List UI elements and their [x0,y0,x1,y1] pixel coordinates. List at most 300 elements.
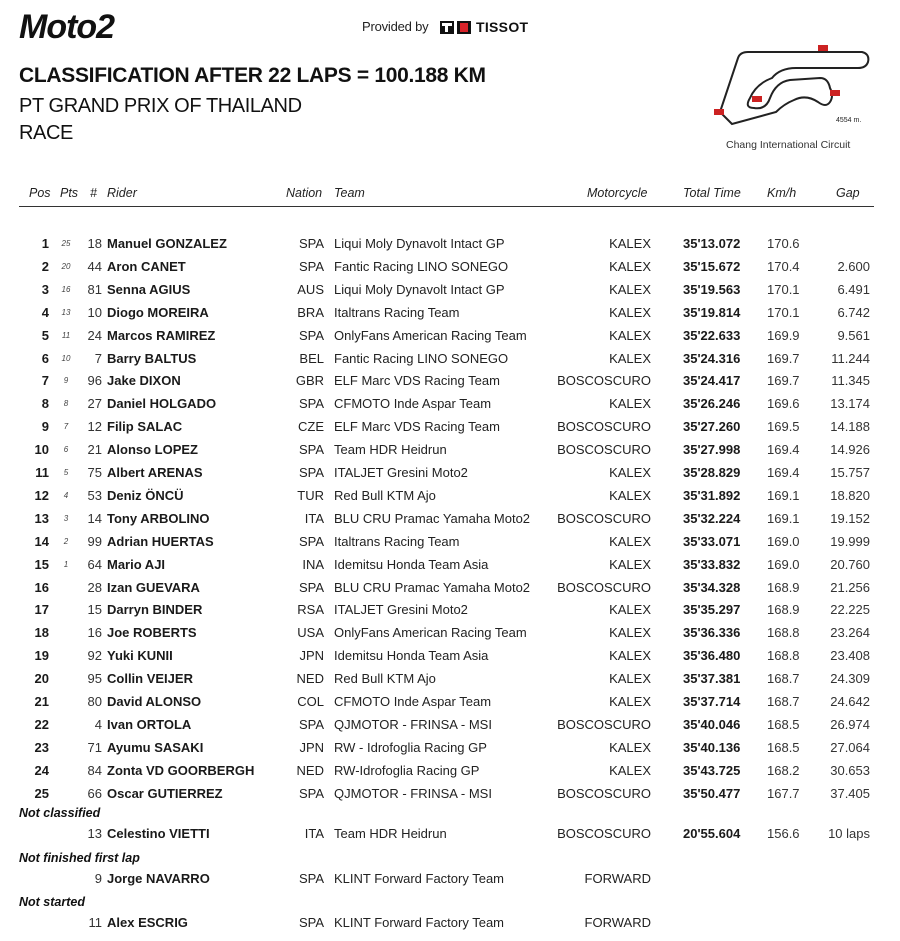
position: 5 [41,328,49,343]
speed-kmh: 168.5 [767,740,800,755]
gap: 37.405 [830,786,870,801]
rider-name: Joe ROBERTS [107,625,197,640]
col-pts: Pts [60,186,79,200]
speed-kmh: 168.8 [767,625,800,640]
rider-number: 15 [87,602,102,617]
col-nation: Nation [286,186,323,200]
rider-number: 7 [94,351,102,366]
rider-number: 21 [87,442,102,457]
position: 23 [34,740,49,755]
gap: 23.264 [830,625,870,640]
motorcycle: KALEX [609,328,651,343]
motorcycle: KALEX [609,488,651,503]
rider-number: 28 [87,580,102,595]
motorcycle: BOSCOSCURO [557,373,651,388]
total-time: 35'36.336 [683,625,741,640]
sponsor-name: TISSOT [476,19,529,35]
position: 4 [41,305,49,320]
total-time: 35'50.477 [683,786,741,801]
team-name: KLINT Forward Factory Team [334,871,505,886]
speed-kmh: 168.5 [767,717,800,732]
table-row [0,351,900,374]
team-name: Red Bull KTM Ajo [334,671,436,686]
speed-kmh: 169.1 [767,488,800,503]
team-name: Fantic Racing LINO SONEGO [334,259,509,274]
position: 13 [34,511,49,526]
col-rider: Rider [107,186,137,200]
gap: 26.974 [830,717,870,732]
nation: JPN [299,740,324,755]
nation: RSA [297,602,324,617]
gap: 6.742 [837,305,870,320]
session-name: RACE [19,122,73,144]
swiss-cross-icon [457,21,471,34]
rider-number: 53 [87,488,102,503]
table-row [0,465,900,488]
circuit-name: Chang International Circuit [726,139,851,151]
total-time: 35'19.814 [683,305,741,320]
nation: SPA [298,442,324,457]
nation: AUS [297,282,324,297]
nation: SPA [298,396,324,411]
total-time: 35'33.832 [683,557,741,572]
team-name: Team HDR Heidrun [334,442,447,457]
table-row [0,511,900,534]
nation: SPA [298,328,324,343]
rider-name: Albert ARENAS [107,465,203,480]
rider-number: 9 [94,871,102,886]
points: 13 [61,308,71,317]
points: 6 [63,445,69,454]
motorcycle: KALEX [609,740,651,755]
gap: 11.345 [831,373,870,388]
rider-number: 80 [87,694,102,709]
speed-kmh: 168.7 [767,671,800,686]
position: 16 [34,580,49,595]
speed-kmh: 169.9 [767,328,800,343]
motorcycle: KALEX [609,396,651,411]
rider-number: 16 [87,625,102,640]
rider-name: Senna AGIUS [107,282,191,297]
position: 19 [34,648,49,663]
team-name: ELF Marc VDS Racing Team [334,419,500,434]
table-row [0,671,900,694]
motorcycle: BOSCOSCURO [557,786,651,801]
gap: 9.561 [837,328,870,343]
gap: 20.760 [830,557,870,572]
total-time: 35'37.381 [683,671,741,686]
rider-name: Oscar GUTIERREZ [107,786,223,801]
col-team: Team [334,186,365,200]
team-name: ELF Marc VDS Racing Team [334,373,500,388]
team-name: RW-Idrofoglia Racing GP [334,763,480,778]
gap: 2.600 [837,259,870,274]
rider-number: 99 [87,534,102,549]
motorcycle: KALEX [609,648,651,663]
event-name: PT GRAND PRIX OF THAILAND [19,95,302,117]
gap: 10 laps [828,826,870,841]
motorcycle: KALEX [609,259,651,274]
motorcycle: KALEX [609,625,651,640]
motorcycle: BOSCOSCURO [557,419,651,434]
table-row [0,826,900,849]
rider-name: Jorge NAVARRO [107,871,210,886]
total-time: 20'55.604 [683,826,741,841]
motorcycle: KALEX [609,465,651,480]
nation: NED [296,671,324,686]
total-time: 35'34.328 [683,580,741,595]
position: 24 [34,763,49,778]
total-time: 35'37.714 [683,694,741,709]
team-name: ITALJET Gresini Moto2 [334,465,468,480]
total-time: 35'40.136 [683,740,741,755]
nation: GBR [295,373,324,388]
points: 10 [61,354,71,363]
points: 5 [63,468,69,477]
position: 2 [41,259,49,274]
position: 1 [41,236,49,251]
position: 15 [34,557,49,572]
points: 3 [63,514,69,523]
position: 12 [34,488,49,503]
speed-kmh: 169.4 [767,442,800,457]
table-row [0,396,900,419]
table-row [0,717,900,740]
rider-number: 13 [87,826,102,841]
rider-name: Collin VEIJER [107,671,193,686]
total-time: 35'15.672 [683,259,741,274]
gap: 27.064 [830,740,870,755]
col-kmh: Km/h [767,186,797,200]
team-name: Idemitsu Honda Team Asia [334,557,489,572]
speed-kmh: 169.0 [767,534,800,549]
rider-number: 12 [87,419,102,434]
motorcycle: KALEX [609,236,651,251]
table-row [0,328,900,351]
nation: COL [297,694,324,709]
gap: 15.757 [830,465,870,480]
team-name: OnlyFans American Racing Team [334,328,527,343]
table-row [0,625,900,648]
speed-kmh: 168.9 [767,580,800,595]
gap: 6.491 [837,282,870,297]
total-time: 35'35.297 [683,602,741,617]
rider-name: Aron CANET [107,259,186,274]
position: 6 [41,351,49,366]
points: 25 [61,239,71,248]
table-row [0,580,900,603]
rider-number: 92 [87,648,102,663]
motorcycle: KALEX [609,282,651,297]
rider-name: Deniz ÖNCÜ [107,488,184,503]
nation: SPA [298,915,324,930]
rider-name: Marcos RAMIREZ [107,328,216,343]
table-row [0,373,900,396]
rider-number: 71 [87,740,102,755]
nation: TUR [297,488,324,503]
rider-name: Darryn BINDER [107,602,203,617]
total-time: 35'22.633 [683,328,741,343]
total-time: 35'27.260 [683,419,741,434]
motorcycle: KALEX [609,534,651,549]
rider-number: 81 [87,282,102,297]
rider-name: Celestino VIETTI [107,826,210,841]
speed-kmh: 168.8 [767,648,800,663]
rider-name: Manuel GONZALEZ [107,236,227,251]
table-row [0,488,900,511]
position: 14 [34,534,49,549]
col-gap: Gap [836,186,860,200]
motorcycle: KALEX [609,763,651,778]
nation: SPA [298,534,324,549]
rider-number: 64 [87,557,102,572]
rider-number: 96 [87,373,102,388]
table-row [0,442,900,465]
circuit-map [710,38,872,131]
rider-number: 14 [87,511,102,526]
gap: 14.188 [830,419,870,434]
points: 11 [61,331,71,340]
total-time: 35'26.246 [683,396,741,411]
table-row [0,282,900,305]
speed-kmh: 168.2 [767,763,800,778]
team-name: Team HDR Heidrun [334,826,447,841]
table-row [0,259,900,282]
nation: SPA [298,259,324,274]
page-title: CLASSIFICATION AFTER 22 LAPS = 100.188 KM [19,64,486,87]
rider-number: 66 [87,786,102,801]
table-row [0,915,900,938]
position: 10 [34,442,49,457]
nation: USA [297,625,324,640]
total-time: 35'19.563 [683,282,741,297]
position: 21 [34,694,49,709]
col-pos: Pos [29,186,51,200]
rider-name: Izan GUEVARA [107,580,200,595]
team-name: Idemitsu Honda Team Asia [334,648,489,663]
motorcycle: BOSCOSCURO [557,717,651,732]
rider-name: Yuki KUNII [107,648,173,663]
total-time: 35'32.224 [683,511,741,526]
team-name: Italtrans Racing Team [334,534,460,549]
col-num: # [90,186,97,200]
total-time: 35'24.316 [683,351,741,366]
rider-name: Filip SALAC [107,419,183,434]
team-name: QJMOTOR - FRINSA - MSI [334,717,492,732]
rider-name: Diogo MOREIRA [107,305,209,320]
provided-by-label: Provided by [362,19,429,34]
motorcycle: FORWARD [584,871,651,886]
speed-kmh: 169.7 [767,351,800,366]
nation: NED [296,763,324,778]
rider-name: Mario AJI [107,557,166,572]
position: 18 [34,625,49,640]
rider-name: David ALONSO [107,694,202,709]
nation: SPA [298,580,324,595]
team-name: Red Bull KTM Ajo [334,488,436,503]
points: 1 [63,560,69,569]
motorcycle: KALEX [609,351,651,366]
section-label: Not finished first lap [19,851,140,865]
team-name: QJMOTOR - FRINSA - MSI [334,786,492,801]
speed-kmh: 169.5 [767,419,800,434]
points: 9 [63,376,69,385]
motorcycle: KALEX [609,305,651,320]
gap: 24.642 [830,694,870,709]
team-name: Fantic Racing LINO SONEGO [334,351,509,366]
rider-number: 24 [87,328,102,343]
rider-number: 10 [87,305,102,320]
nation: ITA [304,511,324,526]
points: 2 [63,537,69,546]
col-motorcycle: Motorcycle [587,186,648,200]
position: 7 [41,373,49,388]
speed-kmh: 167.7 [767,786,800,801]
nation: SPA [298,871,324,886]
table-row [0,871,900,894]
speed-kmh: 170.6 [767,236,800,251]
tissot-t-icon [440,21,454,34]
header-divider [19,206,874,207]
speed-kmh: 169.0 [767,557,800,572]
speed-kmh: 168.9 [767,602,800,617]
tissot-logo [440,19,528,35]
section-label: Not classified [19,806,101,820]
team-name: Italtrans Racing Team [334,305,460,320]
table-row [0,419,900,442]
team-name: ITALJET Gresini Moto2 [334,602,468,617]
motorcycle: KALEX [609,557,651,572]
rider-number: 75 [87,465,102,480]
points: 20 [61,262,71,271]
points: 8 [63,399,69,408]
nation: JPN [299,648,324,663]
moto2-logo [19,8,189,42]
team-name: BLU CRU Pramac Yamaha Moto2 [334,511,531,526]
total-time: 35'33.071 [683,534,741,549]
total-time: 35'24.417 [683,373,741,388]
total-time: 35'31.892 [683,488,741,503]
rider-name: Alonso LOPEZ [107,442,198,457]
rider-number: 84 [87,763,102,778]
table-row [0,557,900,580]
position: 9 [41,419,49,434]
gap: 22.225 [830,602,870,617]
table-row [0,534,900,557]
gap: 13.174 [830,396,870,411]
gap: 19.152 [830,511,870,526]
table-row [0,786,900,809]
table-row [0,648,900,671]
team-name: KLINT Forward Factory Team [334,915,505,930]
motorcycle: BOSCOSCURO [557,580,651,595]
gap: 30.653 [830,763,870,778]
total-time: 35'27.998 [683,442,741,457]
rider-name: Alex ESCRIG [107,915,188,930]
rider-number: 27 [87,396,102,411]
team-name: CFMOTO Inde Aspar Team [334,396,492,411]
position: 17 [34,602,49,617]
points: 7 [63,422,69,431]
total-time: 35'28.829 [683,465,741,480]
rider-number: 95 [87,671,102,686]
circuit-length: 4554 m. [836,117,862,124]
points: 16 [61,285,71,294]
speed-kmh: 169.7 [767,373,800,388]
table-row [0,763,900,786]
nation: SPA [298,786,324,801]
team-name: BLU CRU Pramac Yamaha Moto2 [334,580,531,595]
position: 22 [34,717,49,732]
speed-kmh: 168.7 [767,694,800,709]
section-label: Not started [19,895,85,909]
team-name: CFMOTO Inde Aspar Team [334,694,492,709]
motorcycle: BOSCOSCURO [557,442,651,457]
position: 8 [41,396,49,411]
nation: CZE [298,419,324,434]
points: 4 [63,491,69,500]
rider-name: Adrian HUERTAS [107,534,214,549]
team-name: OnlyFans American Racing Team [334,625,527,640]
nation: BRA [297,305,324,320]
gap: 23.408 [830,648,870,663]
rider-number: 4 [94,717,102,732]
rider-name: Tony ARBOLINO [107,511,210,526]
rider-name: Daniel HOLGADO [107,396,217,411]
motorcycle: KALEX [609,671,651,686]
col-total-time: Total Time [683,186,741,200]
nation: SPA [298,465,324,480]
table-row [0,305,900,328]
team-name: RW - Idrofoglia Racing GP [334,740,487,755]
rider-name: Ivan ORTOLA [107,717,192,732]
total-time: 35'13.072 [683,236,741,251]
position: 11 [35,465,49,480]
gap: 19.999 [830,534,870,549]
motorcycle: BOSCOSCURO [557,826,651,841]
motorcycle: FORWARD [584,915,651,930]
speed-kmh: 169.4 [767,465,800,480]
rider-number: 18 [87,236,102,251]
gap: 24.309 [830,671,870,686]
rider-number: 11 [88,915,102,930]
rider-name: Barry BALTUS [107,351,197,366]
table-row [0,236,900,259]
position: 20 [34,671,49,686]
motorcycle: KALEX [609,602,651,617]
team-name: Liqui Moly Dynavolt Intact GP [334,236,505,251]
nation: ITA [304,826,324,841]
table-row [0,740,900,763]
table-row [0,602,900,625]
rider-name: Jake DIXON [107,373,181,388]
gap: 18.820 [830,488,870,503]
total-time: 35'43.725 [683,763,741,778]
nation: SPA [298,717,324,732]
gap: 21.256 [830,580,870,595]
motorcycle: BOSCOSCURO [557,511,651,526]
total-time: 35'36.480 [683,648,741,663]
motorcycle: KALEX [609,694,651,709]
speed-kmh: 170.4 [767,259,800,274]
position: 3 [41,282,49,297]
speed-kmh: 170.1 [767,305,800,320]
speed-kmh: 169.1 [767,511,800,526]
speed-kmh: 170.1 [767,282,800,297]
position: 25 [34,786,49,801]
nation: BEL [299,351,324,366]
nation: INA [302,557,324,572]
